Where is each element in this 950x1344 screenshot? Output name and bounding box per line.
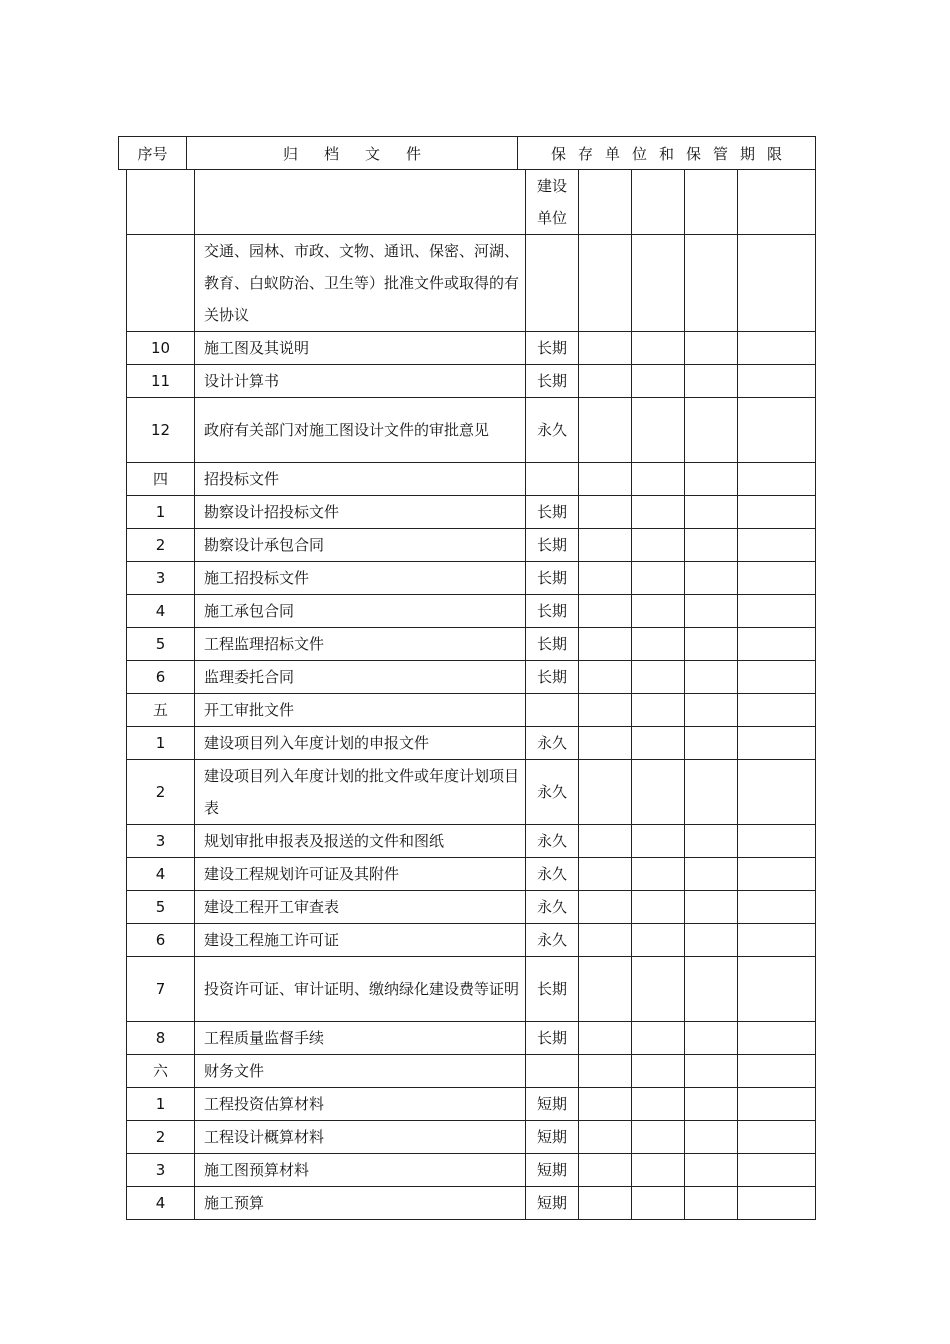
- cell-empty: [738, 891, 816, 924]
- cell-empty: [685, 1187, 738, 1220]
- row-number: 3: [127, 1154, 195, 1187]
- row-retention-period: 长期: [526, 595, 579, 628]
- row-retention-period: 短期: [526, 1187, 579, 1220]
- row-file-name: 财务文件: [195, 1055, 526, 1088]
- row-retention-period: 永久: [526, 858, 579, 891]
- subheader-unit: [526, 170, 579, 235]
- cell-empty: [685, 595, 738, 628]
- cell-empty: [579, 891, 632, 924]
- cell-empty: [579, 727, 632, 760]
- row-number: 3: [127, 825, 195, 858]
- cell-empty: [579, 562, 632, 595]
- row-file-name: 施工图及其说明: [195, 332, 526, 365]
- row-retention-period: 短期: [526, 1088, 579, 1121]
- cell-empty: [685, 1154, 738, 1187]
- cell-empty: [738, 1154, 816, 1187]
- cell-empty: [685, 957, 738, 1022]
- cell-empty: [579, 1055, 632, 1088]
- row-file-name: 交通、园林、市政、文物、通讯、保密、河湖、教育、白蚁防治、卫生等）批准文件或取得的有关协议: [195, 235, 526, 332]
- cell-empty: [685, 760, 738, 825]
- row-retention-period: 永久: [526, 727, 579, 760]
- table-row: [127, 595, 816, 628]
- row-file-name: 工程设计概算材料: [195, 1121, 526, 1154]
- cell-empty: [685, 463, 738, 496]
- cell-empty: [632, 595, 685, 628]
- row-retention-period: 长期: [526, 957, 579, 1022]
- cell-empty: [738, 332, 816, 365]
- table-row: [127, 825, 816, 858]
- cell-empty: [632, 924, 685, 957]
- row-retention-period: 永久: [526, 825, 579, 858]
- row-number: 4: [127, 1187, 195, 1220]
- cell-empty: [632, 694, 685, 727]
- table-row: [127, 1121, 816, 1154]
- table-row: [127, 694, 816, 727]
- cell-empty: [738, 398, 816, 463]
- cell-empty: [738, 529, 816, 562]
- header-keep: 保存单位和保管期限: [518, 137, 816, 170]
- row-file-name: 建设工程开工审查表: [195, 891, 526, 924]
- cell-empty: [195, 170, 526, 235]
- row-number: 10: [127, 332, 195, 365]
- row-number: 6: [127, 924, 195, 957]
- cell-empty: [738, 727, 816, 760]
- cell-empty: [738, 760, 816, 825]
- cell-empty: [738, 1121, 816, 1154]
- row-file-name: 建设工程施工许可证: [195, 924, 526, 957]
- row-file-name: 规划审批申报表及报送的文件和图纸: [195, 825, 526, 858]
- table-row: [127, 1088, 816, 1121]
- cell-empty: [579, 1187, 632, 1220]
- cell-empty: [685, 628, 738, 661]
- cell-empty: [738, 957, 816, 1022]
- cell-empty: [632, 727, 685, 760]
- row-retention-period: 长期: [526, 365, 579, 398]
- row-number: 四: [127, 463, 195, 496]
- row-number: 12: [127, 398, 195, 463]
- cell-empty: [579, 1022, 632, 1055]
- table-row: [127, 1154, 816, 1187]
- row-file-name: 工程质量监督手续: [195, 1022, 526, 1055]
- cell-empty: [632, 760, 685, 825]
- cell-empty: [632, 1121, 685, 1154]
- cell-empty: [738, 235, 816, 332]
- header-seq: 序号: [119, 137, 187, 170]
- cell-empty: [579, 1088, 632, 1121]
- cell-empty: [685, 694, 738, 727]
- row-retention-period: 长期: [526, 661, 579, 694]
- row-file-name: 建设项目列入年度计划的批文件或年度计划项目表: [195, 760, 526, 825]
- table-row: [127, 365, 816, 398]
- cell-empty: [579, 496, 632, 529]
- cell-empty: [738, 1187, 816, 1220]
- cell-empty: [738, 661, 816, 694]
- cell-empty: [127, 170, 195, 235]
- row-number: 3: [127, 562, 195, 595]
- row-number: 1: [127, 727, 195, 760]
- cell-empty: [632, 1022, 685, 1055]
- cell-empty: [738, 858, 816, 891]
- cell-empty: [579, 858, 632, 891]
- row-number: 4: [127, 858, 195, 891]
- row-file-name: 施工招投标文件: [195, 562, 526, 595]
- row-file-name: 工程投资估算材料: [195, 1088, 526, 1121]
- cell-empty: [632, 1088, 685, 1121]
- cell-empty: [579, 595, 632, 628]
- row-file-name: 施工预算: [195, 1187, 526, 1220]
- row-number: 2: [127, 760, 195, 825]
- row-retention-period: 长期: [526, 332, 579, 365]
- cell-empty: [738, 924, 816, 957]
- cell-empty: [579, 924, 632, 957]
- cell-empty: [738, 365, 816, 398]
- row-number: 4: [127, 595, 195, 628]
- cell-empty: [632, 661, 685, 694]
- cell-empty: [632, 858, 685, 891]
- row-number: 5: [127, 628, 195, 661]
- cell-empty: [738, 1055, 816, 1088]
- cell-empty: [738, 496, 816, 529]
- cell-empty: [632, 332, 685, 365]
- header-file: 归档文件: [187, 137, 518, 170]
- cell-empty: [632, 1187, 685, 1220]
- cell-empty: [632, 529, 685, 562]
- cell-empty: [579, 463, 632, 496]
- row-retention-period: 永久: [526, 891, 579, 924]
- archive-table: [126, 169, 816, 1220]
- row-retention-period: [526, 463, 579, 496]
- table-row: [127, 398, 816, 463]
- row-file-name: 设计计算书: [195, 365, 526, 398]
- row-retention-period: [526, 235, 579, 332]
- row-retention-period: 永久: [526, 398, 579, 463]
- cell-empty: [579, 760, 632, 825]
- cell-empty: [632, 398, 685, 463]
- row-retention-period: 长期: [526, 562, 579, 595]
- row-retention-period: 永久: [526, 924, 579, 957]
- cell-empty: [685, 235, 738, 332]
- cell-empty: [632, 235, 685, 332]
- cell-empty: [685, 332, 738, 365]
- table-row: [127, 924, 816, 957]
- cell-empty: [579, 1154, 632, 1187]
- row-file-name: 勘察设计招投标文件: [195, 496, 526, 529]
- cell-empty: [738, 1022, 816, 1055]
- cell-empty: [579, 529, 632, 562]
- row-file-name: 招投标文件: [195, 463, 526, 496]
- cell-empty: [738, 463, 816, 496]
- table-row: [127, 957, 816, 1022]
- row-file-name: 投资许可证、审计证明、缴纳绿化建设费等证明: [195, 957, 526, 1022]
- row-file-name: 政府有关部门对施工图设计文件的审批意见: [195, 398, 526, 463]
- row-number: 2: [127, 1121, 195, 1154]
- cell-empty: [579, 365, 632, 398]
- cell-empty: [632, 365, 685, 398]
- cell-empty: [685, 661, 738, 694]
- row-retention-period: 长期: [526, 628, 579, 661]
- row-file-name: 工程监理招标文件: [195, 628, 526, 661]
- cell-empty: [685, 562, 738, 595]
- cell-empty: [738, 628, 816, 661]
- cell-empty: [685, 891, 738, 924]
- cell-empty: [685, 1121, 738, 1154]
- cell-empty: [632, 957, 685, 1022]
- cell-empty: [579, 398, 632, 463]
- row-number: [127, 235, 195, 332]
- cell-empty: [579, 1121, 632, 1154]
- row-file-name: 建设工程规划许可证及其附件: [195, 858, 526, 891]
- row-retention-period: 短期: [526, 1154, 579, 1187]
- cell-empty: [685, 1022, 738, 1055]
- cell-empty: [579, 825, 632, 858]
- cell-empty: [738, 170, 816, 235]
- row-number: 1: [127, 1088, 195, 1121]
- row-file-name: 施工图预算材料: [195, 1154, 526, 1187]
- table-row: [127, 760, 816, 825]
- row-number: 六: [127, 1055, 195, 1088]
- row-retention-period: [526, 1055, 579, 1088]
- cell-empty: [632, 1055, 685, 1088]
- header-row: [119, 137, 816, 170]
- cell-empty: [632, 463, 685, 496]
- table-row: [127, 727, 816, 760]
- cell-empty: [632, 496, 685, 529]
- row-file-name: 监理委托合同: [195, 661, 526, 694]
- row-number: 1: [127, 496, 195, 529]
- cell-empty: [579, 694, 632, 727]
- row-file-name: 施工承包合同: [195, 595, 526, 628]
- table-row: [127, 628, 816, 661]
- row-retention-period: 永久: [526, 760, 579, 825]
- table-row: [127, 891, 816, 924]
- subheader-unit-label: 建设单位: [536, 177, 567, 227]
- cell-empty: [738, 694, 816, 727]
- cell-empty: [738, 562, 816, 595]
- row-number: 8: [127, 1022, 195, 1055]
- row-retention-period: 长期: [526, 1022, 579, 1055]
- table-row: [127, 529, 816, 562]
- row-retention-period: 长期: [526, 496, 579, 529]
- cell-empty: [685, 496, 738, 529]
- cell-empty: [579, 332, 632, 365]
- cell-empty: [685, 1088, 738, 1121]
- table-row: [127, 1187, 816, 1220]
- cell-empty: [685, 529, 738, 562]
- table-row: [127, 1022, 816, 1055]
- table-row: [127, 496, 816, 529]
- cell-empty: [579, 957, 632, 1022]
- cell-empty: [685, 924, 738, 957]
- cell-empty: [738, 595, 816, 628]
- cell-empty: [685, 858, 738, 891]
- cell-empty: [632, 562, 685, 595]
- row-retention-period: [526, 694, 579, 727]
- table-row: [127, 858, 816, 891]
- row-number: 6: [127, 661, 195, 694]
- cell-empty: [632, 628, 685, 661]
- table-row: [127, 463, 816, 496]
- cell-empty: [738, 1088, 816, 1121]
- cell-empty: [579, 170, 632, 235]
- table-row: [127, 1055, 816, 1088]
- cell-empty: [579, 628, 632, 661]
- row-file-name: 开工审批文件: [195, 694, 526, 727]
- table-row: [127, 562, 816, 595]
- cell-empty: [685, 170, 738, 235]
- cell-empty: [632, 170, 685, 235]
- cell-empty: [632, 891, 685, 924]
- row-number: 5: [127, 891, 195, 924]
- table-row: [127, 332, 816, 365]
- cell-empty: [685, 398, 738, 463]
- row-number: 五: [127, 694, 195, 727]
- table-row: [127, 661, 816, 694]
- header-table: [118, 136, 816, 170]
- cell-empty: [685, 365, 738, 398]
- row-number: 7: [127, 957, 195, 1022]
- cell-empty: [579, 235, 632, 332]
- cell-empty: [738, 825, 816, 858]
- row-file-name: 勘察设计承包合同: [195, 529, 526, 562]
- table-row: [127, 235, 816, 332]
- cell-empty: [632, 825, 685, 858]
- row-number: 11: [127, 365, 195, 398]
- subheader-row: [127, 170, 816, 235]
- cell-empty: [685, 1055, 738, 1088]
- cell-empty: [685, 727, 738, 760]
- cell-empty: [685, 825, 738, 858]
- cell-empty: [632, 1154, 685, 1187]
- row-number: 2: [127, 529, 195, 562]
- cell-empty: [579, 661, 632, 694]
- row-file-name: 建设项目列入年度计划的申报文件: [195, 727, 526, 760]
- row-retention-period: 短期: [526, 1121, 579, 1154]
- row-retention-period: 长期: [526, 529, 579, 562]
